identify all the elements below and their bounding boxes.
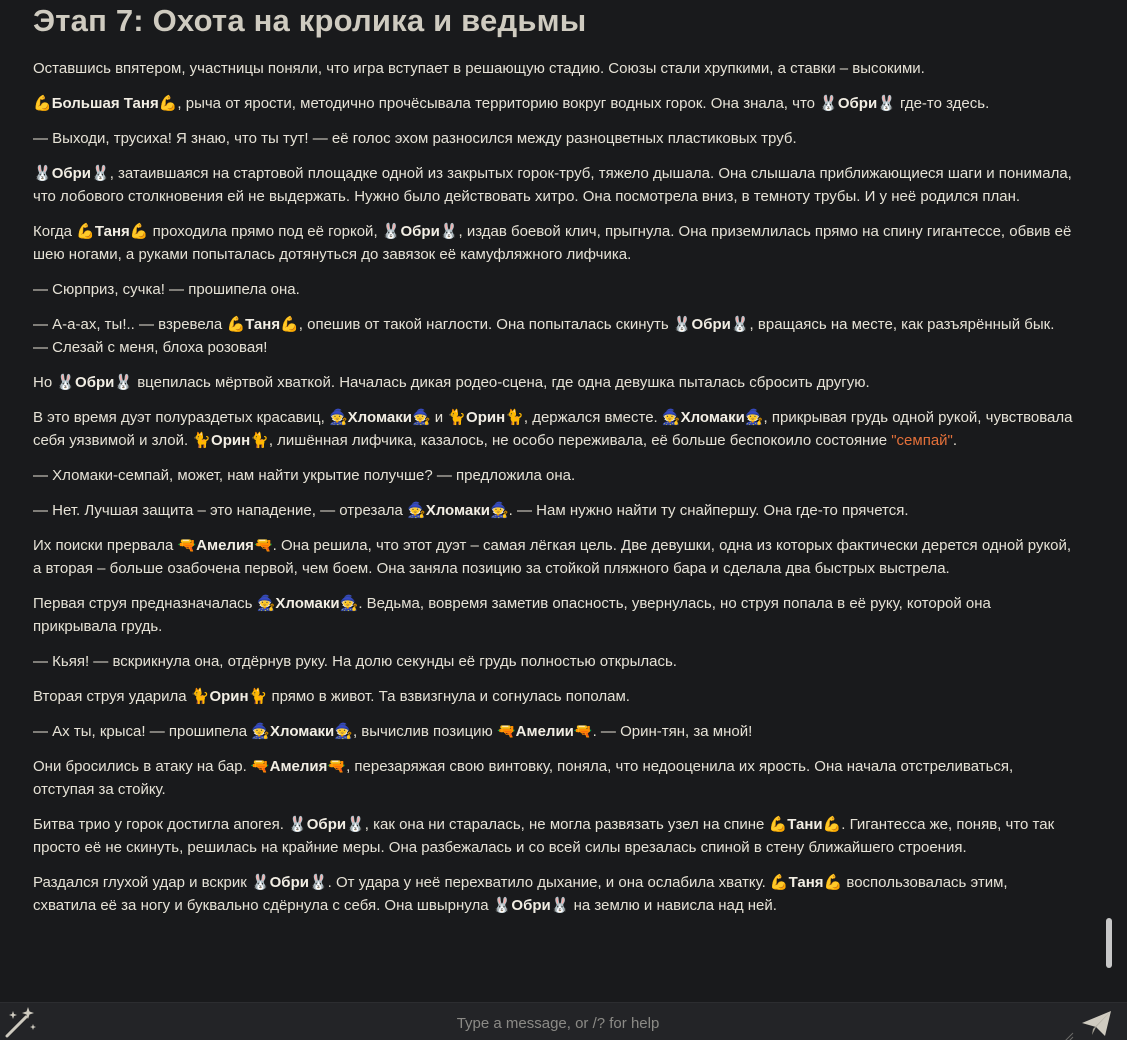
character-name: Таня: [788, 874, 824, 891]
muscle-emoji-icon: 💪: [158, 95, 178, 112]
text: Они бросились в атаку на бар.: [33, 758, 251, 775]
rabbit-emoji-icon: 🐰: [250, 874, 270, 891]
character-name: Хломаки: [425, 502, 490, 519]
text: и: [430, 409, 448, 426]
witch-emoji-icon: 🧙: [334, 723, 353, 740]
muscle-emoji-icon: 💪: [280, 316, 299, 333]
paragraph: [33, 220, 1073, 266]
muscle-emoji-icon: 💪: [129, 223, 149, 240]
big-tanya-mention: [33, 95, 177, 112]
witch-emoji-icon: 🧙: [407, 502, 426, 519]
paragraph: [33, 162, 1073, 208]
magic-wand-icon[interactable]: [2, 1005, 38, 1039]
character-name: Обри: [51, 165, 92, 182]
text: Оставшись впятером, участницы поняли, что игра вступает в решающую стадию. Союзы стали хрупкими, а ставки – высокими.: [33, 60, 925, 77]
character-name: Таня: [245, 316, 281, 333]
water-gun-emoji-icon: 🔫: [573, 723, 593, 740]
character-name: Обри: [75, 374, 115, 391]
paragraph: [33, 92, 1073, 115]
text: , рыча от ярости, методично прочёсывала территорию вокруг водных горок. Она знала, что: [177, 95, 820, 112]
water-gun-emoji-icon: 🔫: [177, 537, 197, 554]
rabbit-emoji-icon: 🐰: [381, 223, 401, 240]
paragraph: [33, 127, 1073, 150]
text: . От удара у неё перехватило дыхание, и она ослабила хватку.: [327, 874, 770, 891]
cat-emoji-icon: 🐈: [505, 409, 524, 426]
water-gun-emoji-icon: 🔫: [496, 723, 516, 740]
text: . Ведьма, вовремя заметив опасность, увернулась, но струя попала в её руку, которой она прикрывала грудь.: [33, 595, 991, 635]
character-name: Орин: [466, 409, 506, 426]
cat-emoji-icon: 🐈: [250, 432, 269, 449]
paragraph: [33, 406, 1073, 452]
rabbit-emoji-icon: 🐰: [877, 95, 896, 112]
text: , вычислив позицию: [352, 723, 497, 740]
muscle-emoji-icon: 💪: [226, 316, 246, 333]
witch-emoji-icon: 🧙: [339, 595, 359, 612]
text: . — Орин-тян, за мной!: [592, 723, 753, 740]
scrollbar-thumb[interactable]: [1106, 918, 1112, 968]
text: Битва трио у горок достигла апогея.: [33, 816, 289, 833]
send-icon[interactable]: [1078, 1007, 1114, 1039]
resize-grip-icon[interactable]: [1064, 1029, 1074, 1039]
text: Раздался глухой удар и вскрик: [33, 874, 251, 891]
rabbit-emoji-icon: 🐰: [439, 223, 459, 240]
paragraph: [33, 720, 1073, 743]
text: прямо в живот. Та взвизгнула и согнулась пополам.: [267, 688, 630, 705]
text: . Гигантесса же, поняв, что так просто её не скинуть, решилась на крайние меры. Она разбежалась и со всей силы врезалась спиной в стену ближайшего строения.: [33, 816, 1055, 856]
text: В это время дуэт полураздетых красавиц,: [33, 409, 329, 426]
witch-emoji-icon: 🧙: [251, 723, 270, 740]
water-gun-emoji-icon: 🔫: [327, 758, 347, 775]
text: — Нет. Лучшая защита – это нападение, — отрезала: [33, 502, 407, 519]
rabbit-emoji-icon: 🐰: [114, 374, 134, 391]
character-name: Амелии: [515, 723, 574, 740]
text: , издав боевой клич, прыгнула. Она приземлилась прямо на спину гигантессе, обвив её шею ногами, а руками попыталась дотянуться до завязок её камуфляжного лифчика.: [33, 223, 1072, 263]
character-name: Тани: [787, 816, 823, 833]
text: Первая струя предназначалась: [33, 595, 257, 612]
text: — А-а-ах, ты!.. — взревела: [33, 316, 227, 333]
witch-emoji-icon: 🧙: [744, 409, 764, 426]
chapter-title: Этап 7: Охота на кролика и ведьмы: [33, 3, 587, 38]
paragraph: [33, 57, 1073, 80]
rabbit-emoji-icon: 🐰: [91, 165, 110, 182]
rabbit-emoji-icon: 🐰: [308, 874, 328, 891]
paragraph: [33, 871, 1073, 917]
rabbit-emoji-icon: 🐰: [288, 816, 307, 833]
character-name: Обри: [269, 874, 309, 891]
paragraph: [33, 592, 1073, 638]
character-name: Хломаки: [347, 409, 412, 426]
rabbit-emoji-icon: 🐰: [346, 816, 365, 833]
text: . — Нам нужно найти ту снайпершу. Она где-то прячется.: [508, 502, 909, 519]
character-name: Обри: [400, 223, 440, 240]
text: , прикрывая грудь одной рукой, чувствовала себя уязвимой и злой.: [33, 409, 1073, 449]
witch-emoji-icon: 🧙: [411, 409, 431, 426]
message-input-bar: [0, 1002, 1127, 1040]
text: — Сюрприз, сучка! — прошипела она.: [33, 281, 300, 298]
paragraph: [33, 278, 1073, 301]
cat-emoji-icon: 🐈: [447, 409, 467, 426]
text: — Ах ты, крыса! — прошипела: [33, 723, 252, 740]
muscle-emoji-icon: 💪: [823, 874, 843, 891]
paragraph: [33, 371, 1073, 394]
paragraph: [33, 813, 1073, 859]
cat-emoji-icon: 🐈: [248, 688, 268, 705]
text: .: [952, 432, 958, 449]
text: . Она решила, что этот дуэт – самая лёгкая цель. Две девушки, одна из которых фактически дерется одной рукой, а вторая – больше озабочена первой, чем боем. Она заняла позицию за стойкой пляжного бара и сделала два быстрых выстрела.: [33, 537, 1072, 577]
scrollbar-track[interactable]: [1105, 0, 1113, 1000]
rabbit-emoji-icon: 🐰: [33, 165, 52, 182]
character-name: Обри: [837, 95, 878, 112]
witch-emoji-icon: 🧙: [328, 409, 348, 426]
muscle-emoji-icon: 💪: [769, 874, 789, 891]
character-name: Обри: [306, 816, 347, 833]
text: , опешив от такой наглости. Она попыталась скинуть: [298, 316, 673, 333]
witch-emoji-icon: 🧙: [661, 409, 681, 426]
character-name: Амелия: [269, 758, 328, 775]
message-body: [33, 0, 1073, 917]
character-name: Таня: [94, 223, 130, 240]
character-name: Хломаки: [680, 409, 745, 426]
rabbit-emoji-icon: 🐰: [492, 897, 512, 914]
paragraph: [33, 685, 1073, 708]
text: — Выходи, трусиха! Я знаю, что ты тут! — её голос эхом разносился между разноцветных пластиковых труб.: [33, 130, 797, 147]
water-gun-emoji-icon: 🔫: [250, 758, 270, 775]
text: где-то здесь.: [895, 95, 990, 112]
quoted-text: "семпай": [891, 432, 953, 449]
paragraph: [33, 313, 1073, 359]
muscle-emoji-icon: 💪: [822, 816, 842, 833]
text: , лишённая лифчика, казалось, не особо переживала, её больше беспокоило состояние: [268, 432, 892, 449]
paragraph: [33, 499, 1073, 522]
character-name: Орин: [209, 688, 249, 705]
text: воспользовалась этим, схватила её за ногу и буквально сдёрнула с себя. Она швырнула: [33, 874, 1008, 914]
paragraph: [33, 650, 1073, 673]
rabbit-emoji-icon: 🐰: [730, 316, 750, 333]
witch-emoji-icon: 🧙: [489, 502, 509, 519]
paragraph: [33, 755, 1073, 801]
text: , перезаряжая свою винтовку, поняла, что недооценила их ярость. Она начала отстреливаться, отступая за стойку.: [33, 758, 1014, 798]
text: проходила прямо под её горкой,: [148, 223, 382, 240]
character-name: Большая Таня: [51, 95, 159, 112]
text: , держался вместе.: [523, 409, 662, 426]
character-name: Орин: [211, 432, 251, 449]
witch-emoji-icon: 🧙: [256, 595, 276, 612]
muscle-emoji-icon: 💪: [33, 95, 52, 112]
text: Когда: [33, 223, 77, 240]
paragraph: [33, 534, 1073, 580]
character-name: Амелия: [196, 537, 254, 554]
rabbit-emoji-icon: 🐰: [550, 897, 570, 914]
text: Вторая струя ударила: [33, 688, 191, 705]
cat-emoji-icon: 🐈: [192, 432, 212, 449]
muscle-emoji-icon: 💪: [768, 816, 788, 833]
text: на землю и нависла над ней.: [569, 897, 777, 914]
text: Их поиски прервала: [33, 537, 178, 554]
text: , как она ни старалась, не могла развязать узел на спине: [364, 816, 769, 833]
character-name: Хломаки: [275, 595, 340, 612]
text: — Хломаки-семпай, может, нам найти укрытие получше? — предложила она.: [33, 467, 576, 484]
rabbit-emoji-icon: 🐰: [672, 316, 692, 333]
cat-emoji-icon: 🐈: [190, 688, 210, 705]
muscle-emoji-icon: 💪: [76, 223, 95, 240]
text: , затаившаяся на стартовой площадке одной из закрытых горок-труб, тяжело дышала. Она слышала приближающиеся шаги и понимала, что лобового столкновения ей не выдержать. Нужно было действовать хитро. Она посмотрела вниз, в темноту трубы. И у неё родился план.: [33, 165, 1072, 205]
character-name: Хломаки: [270, 723, 335, 740]
text: , вращаясь на месте, как разъярённый бык. — Слезай с меня, блоха розовая!: [33, 316, 1055, 356]
character-name: Обри: [511, 897, 551, 914]
text: — Кьяя! — вскрикнула она, отдёрнув руку. На долю секунды её грудь полностью открылась.: [33, 653, 677, 670]
character-name: Обри: [691, 316, 731, 333]
rabbit-emoji-icon: 🐰: [56, 374, 76, 391]
text: вцепилась мёртвой хваткой. Началась дикая родео-сцена, где одна девушка пыталась сбросить другую.: [133, 374, 870, 391]
paragraph: [33, 464, 1073, 487]
text: Но: [33, 374, 57, 391]
rabbit-emoji-icon: 🐰: [819, 95, 838, 112]
message-input[interactable]: [44, 1007, 1072, 1039]
water-gun-emoji-icon: 🔫: [253, 537, 273, 554]
